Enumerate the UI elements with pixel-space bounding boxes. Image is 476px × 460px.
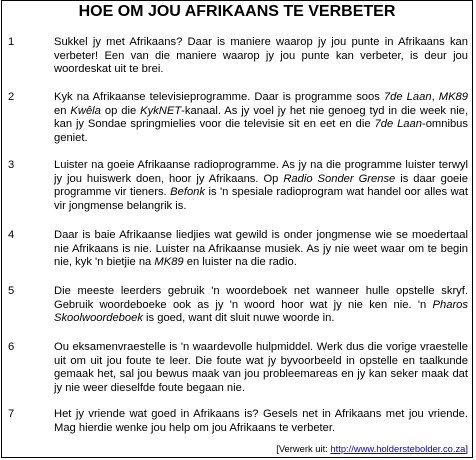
- italic-title: MK89: [438, 91, 468, 103]
- text-segment: ,: [431, 91, 439, 103]
- source-citation: [276, 443, 468, 455]
- item-number: 6: [8, 341, 15, 353]
- italic-title: KykNET: [140, 104, 182, 117]
- text-segment: op die: [100, 104, 141, 117]
- text-segment: en luister na die radio.: [183, 256, 297, 269]
- item-number: 2: [8, 91, 15, 103]
- item-text: [54, 285, 468, 326]
- italic-title: 7de Laan: [374, 118, 422, 131]
- text-segment: is 'n spesiale radioprogram wat handel oor alles wat vir jongmense belangrik is.: [54, 186, 468, 212]
- italic-title: Radio Sonder Grense: [283, 172, 396, 185]
- source-prefix: [Verwerk uit:: [276, 443, 331, 454]
- page-title: HOE OM JOU AFRIKAANS TE VERBETER: [78, 3, 396, 20]
- italic-title: Pharos Skoolwoordeboek: [54, 298, 468, 325]
- text-segment: Sukkel jy met Afrikaans? Daar is maniere waarop jy jou punte in Afrikaans kan verbeter! Een van die maniere waarop jy jou punte kan verbeter, is deur jou woordeskat uit te brei.: [54, 36, 468, 76]
- item-text: [54, 159, 468, 213]
- source-suffix: ]: [465, 443, 468, 454]
- text-segment: Die meeste leerders gebruik 'n woordeboek net wanneer hulle opstelle skryf. Gebruik woordeboeke ook as jy 'n woord hoor wat jy nie ken nie. 'n: [54, 285, 468, 311]
- item-text: [54, 91, 468, 145]
- text-segment: Ou eksamenvraestelle is 'n waardevolle hulpmiddel. Werk dus die vorige vraestelle uit om uit jou foute te leer. Die foute wat jy byvoorbeeld in opstelle en taalkunde gemaak het, sal jou bewus maak van jou probleemareas en jy kan seker maak dat jy nie weer dieselfde foute begaan nie.: [54, 341, 468, 394]
- text-segment: is goed, want dit sluit nuwe woorde in.: [142, 312, 335, 325]
- italic-title: 7de Laan: [383, 91, 432, 103]
- text-segment: Luister na goeie Afrikaanse radioprogramme. As jy na die programme luister terwyl jy jou huiswerk doen, hoor jy Afrikaans. Op: [54, 159, 468, 185]
- item-number: 1: [8, 36, 15, 48]
- item-number: 5: [8, 285, 15, 297]
- text-segment: -kanaal. As jy voel jy het nie genoeg tyd in die week nie, kan jy Sondae springmielies voor die televisie sit en eet en die: [54, 104, 469, 131]
- item-text: [54, 341, 468, 395]
- item-number: 4: [8, 229, 15, 241]
- text-segment: en: [54, 104, 71, 117]
- text-segment: Daar is baie Afrikaanse liedjies wat gewild is onder jongmense wie se moedertaal nie Afrikaans is nie. Luister na Afrikaanse musiek. As jy nie weet waar om te begin nie, kyk 'n bietjie na: [54, 229, 468, 269]
- item-number: 7: [8, 408, 15, 420]
- item-text: [54, 408, 468, 435]
- document-frame: [1, 0, 473, 458]
- text-segment: is daar goeie programme vir tieners.: [54, 172, 468, 199]
- item-text: [54, 229, 468, 270]
- source-link[interactable]: http://www.holderstebolder.co.za: [330, 443, 466, 454]
- text-segment: Het jy vriende wat goed in Afrikaans is? Gesels net in Afrikaans met jou vriende. Mag hierdie wenke jou help om jou Afrikaans te verbeter.: [54, 408, 468, 434]
- text-segment: -omnibus geniet.: [54, 118, 468, 144]
- italic-title: MK89: [154, 256, 184, 269]
- item-number: 3: [8, 159, 15, 171]
- text-segment: Kyk na Afrikaanse televisieprogramme. Daar is programme soos: [54, 91, 384, 103]
- item-text: [54, 36, 468, 77]
- italic-title: Befonk: [170, 186, 205, 199]
- italic-title: Kwêla: [70, 104, 101, 117]
